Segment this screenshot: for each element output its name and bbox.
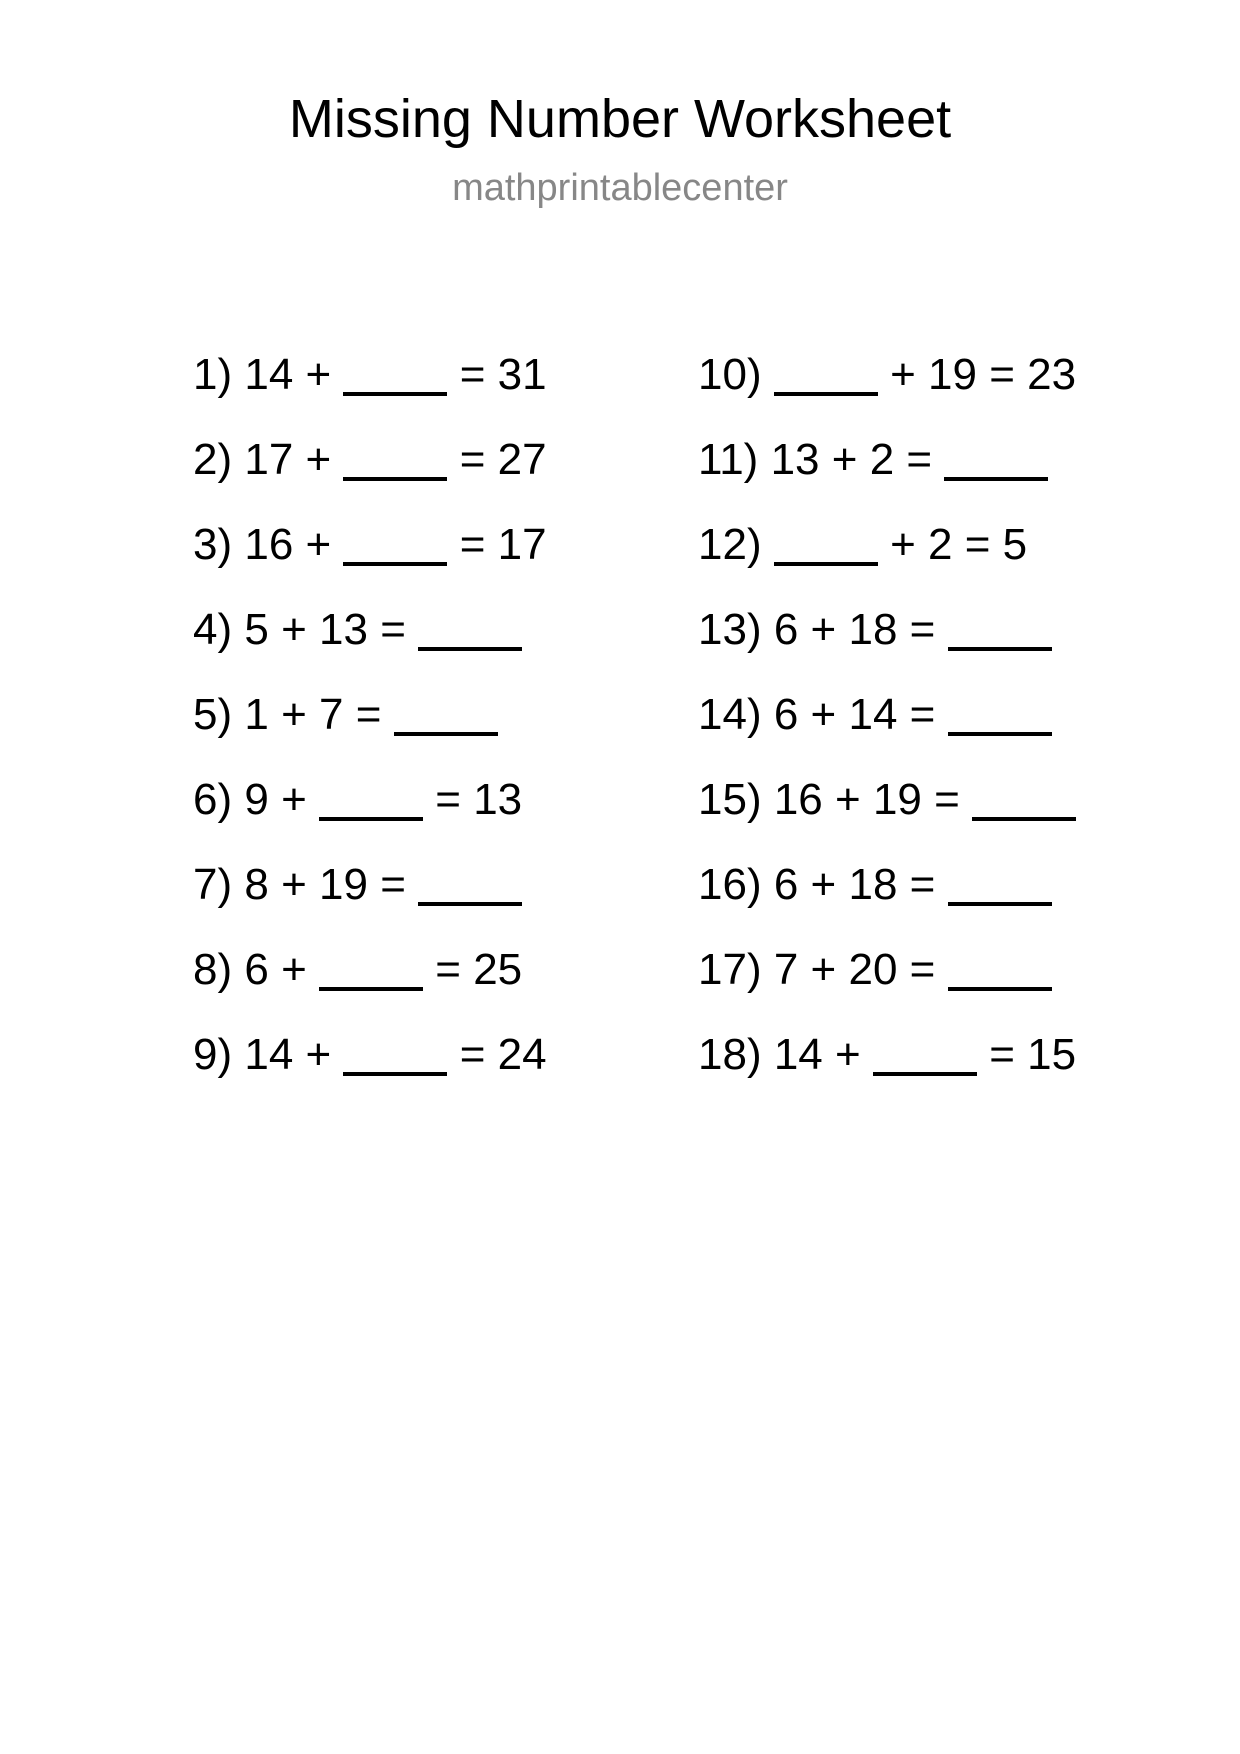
problem-token: =: [459, 350, 486, 399]
problem-row: [698, 502, 1076, 587]
problem-token: 5: [1002, 520, 1028, 569]
page-subtitle: mathprintablecenter: [452, 167, 788, 209]
problem-token: +: [305, 1030, 332, 1079]
problem-token: =: [909, 605, 936, 654]
problem-token: 17: [244, 435, 294, 484]
answer-blank: [948, 987, 1052, 991]
problem-row: [193, 502, 547, 587]
problem-token: 6: [244, 945, 269, 994]
problem-row: [193, 587, 547, 672]
problem-token: +: [890, 520, 916, 569]
problem-token: 6: [773, 860, 799, 909]
answer-blank: [873, 1072, 977, 1076]
problem-number: 1): [193, 350, 233, 399]
answer-blank: [343, 1072, 447, 1076]
problem-number: 10): [698, 350, 762, 399]
problem-number: 9): [193, 1030, 233, 1079]
problem-number: 13): [698, 605, 762, 654]
problem-token: +: [810, 690, 837, 739]
problem-token: 1: [244, 690, 269, 739]
problem-row: [193, 927, 547, 1012]
problem-token: 24: [497, 1030, 547, 1079]
problem-token: =: [934, 775, 960, 824]
answer-blank: [948, 902, 1052, 906]
problem-number: 3): [193, 520, 233, 569]
problem-number: 6): [193, 775, 233, 824]
problem-number: 2): [193, 435, 233, 484]
problem-row: [193, 672, 547, 757]
problem-number: 17): [698, 945, 762, 994]
problem-token: +: [305, 350, 332, 399]
problem-token: =: [989, 350, 1015, 399]
problem-token: 8: [244, 860, 269, 909]
problem-token: 19: [872, 775, 922, 824]
problem-token: +: [810, 945, 837, 994]
problem-number: 7): [193, 860, 233, 909]
problem-token: 13: [473, 775, 523, 824]
problem-token: 25: [473, 945, 523, 994]
problem-token: 9: [244, 775, 269, 824]
answer-blank: [343, 392, 447, 396]
problem-row: [698, 927, 1076, 1012]
problem-row: [698, 1012, 1076, 1097]
answer-blank: [394, 732, 498, 736]
problem-token: 19: [928, 350, 977, 399]
problem-token: +: [305, 435, 332, 484]
problem-row: [193, 842, 547, 927]
problem-token: 20: [848, 945, 898, 994]
answer-blank: [944, 477, 1048, 481]
problem-token: +: [835, 1030, 861, 1079]
problem-token: =: [435, 945, 461, 994]
problem-token: +: [835, 775, 861, 824]
problem-token: +: [831, 435, 858, 484]
problem-token: 2: [928, 520, 953, 569]
problem-token: +: [281, 945, 307, 994]
problem-token: 18: [848, 605, 898, 654]
answer-blank: [972, 817, 1076, 821]
problem-token: +: [810, 605, 837, 654]
problem-token: +: [281, 860, 307, 909]
problem-token: =: [459, 1030, 486, 1079]
problem-token: 15: [1027, 1030, 1077, 1079]
problem-number: 15): [698, 775, 762, 824]
answer-blank: [418, 647, 522, 651]
problem-row: [193, 1012, 547, 1097]
problem-number: 11): [698, 435, 759, 484]
problem-row: [698, 587, 1076, 672]
problem-token: 16: [244, 520, 294, 569]
problem-token: 13: [770, 435, 820, 484]
answer-blank: [948, 647, 1052, 651]
problem-token: 2: [869, 435, 895, 484]
problem-token: +: [281, 605, 307, 654]
problem-token: =: [964, 520, 991, 569]
problem-token: 6: [773, 605, 799, 654]
answer-blank: [948, 732, 1052, 736]
problem-token: 16: [773, 775, 823, 824]
problem-number: 8): [193, 945, 233, 994]
problem-row: [698, 417, 1076, 502]
answer-blank: [774, 392, 878, 396]
problem-token: =: [380, 605, 406, 654]
problem-row: [698, 332, 1076, 417]
problem-token: 14: [244, 1030, 294, 1079]
problem-token: =: [380, 860, 406, 909]
problem-token: 31: [497, 350, 547, 399]
answer-blank: [343, 477, 447, 481]
problem-token: 17: [497, 520, 547, 569]
problem-token: =: [909, 860, 936, 909]
problem-token: =: [909, 690, 936, 739]
problem-token: 19: [319, 860, 368, 909]
page-title: Missing Number Worksheet: [288, 89, 952, 149]
answer-blank: [418, 902, 522, 906]
problem-row: [193, 417, 547, 502]
problem-token: =: [459, 520, 486, 569]
problem-token: +: [810, 860, 837, 909]
problems-column-left: [193, 332, 547, 1097]
problem-token: +: [890, 350, 916, 399]
problem-number: 4): [193, 605, 233, 654]
problem-token: 5: [244, 605, 269, 654]
problem-number: 18): [698, 1030, 762, 1079]
problem-token: 14: [773, 1030, 823, 1079]
problem-token: =: [909, 945, 936, 994]
problem-token: 23: [1027, 350, 1077, 399]
problem-number: 5): [193, 690, 233, 739]
problem-number: 16): [698, 860, 762, 909]
answer-blank: [319, 987, 423, 991]
problem-token: +: [281, 775, 307, 824]
problem-token: 14: [848, 690, 898, 739]
problem-token: 7: [319, 690, 344, 739]
problem-token: 14: [244, 350, 294, 399]
problem-token: 7: [773, 945, 799, 994]
problem-token: =: [906, 435, 933, 484]
answer-blank: [343, 562, 447, 566]
problem-row: [698, 672, 1076, 757]
problem-token: =: [459, 435, 486, 484]
problem-token: 6: [773, 690, 799, 739]
problem-number: 12): [698, 520, 762, 569]
problem-token: 18: [848, 860, 898, 909]
problem-token: +: [305, 520, 332, 569]
problem-row: [698, 842, 1076, 927]
answer-blank: [774, 562, 878, 566]
problem-row: [193, 332, 547, 417]
problem-row: [698, 757, 1076, 842]
problems-column-right: [698, 332, 1076, 1097]
problem-token: 13: [319, 605, 368, 654]
answer-blank: [319, 817, 423, 821]
problem-token: =: [989, 1030, 1015, 1079]
problem-number: 14): [698, 690, 762, 739]
problem-token: +: [281, 690, 307, 739]
problem-token: =: [355, 690, 382, 739]
problem-token: 27: [497, 435, 547, 484]
problem-row: [193, 757, 547, 842]
problem-token: =: [435, 775, 461, 824]
